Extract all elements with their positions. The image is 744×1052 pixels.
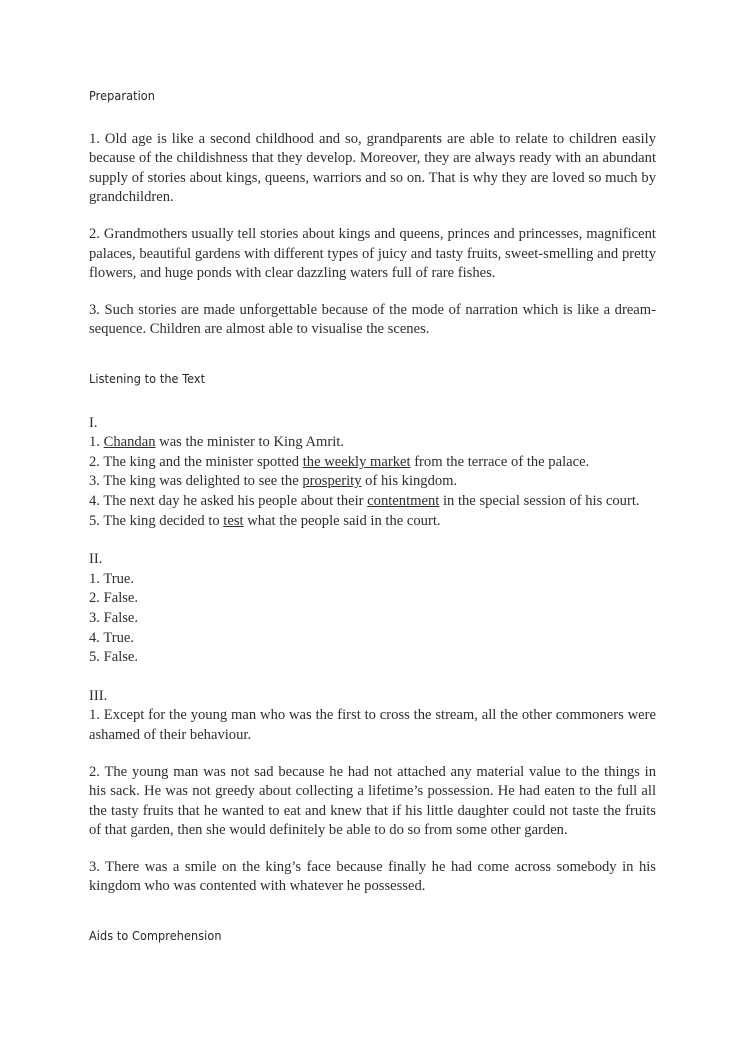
answer-text-before: The king was delighted to see the <box>99 473 303 490</box>
heading-aids-to-comprehension: Aids to Comprehension <box>89 928 222 944</box>
answer-underlined-term: test <box>223 512 244 529</box>
answer-text-after: in the special session of his court. <box>439 492 640 509</box>
answer-number: 1. <box>89 434 100 451</box>
heading-listening-to-the-text: Listening to the Text <box>89 370 206 386</box>
preparation-paragraph-2: 2. Grandmothers usually tell stories about kings and queens, princes and princesses, magnificent palaces, beautiful gardens with different types of juicy and tasty fruits, sweet-smelling and pretty flowers, and huge ponds with clear dazzling waters full of rare fishes. <box>89 226 656 282</box>
part-label-three: III. <box>89 687 108 704</box>
document-content <box>89 88 656 944</box>
answer-underlined-term: prosperity <box>302 473 362 490</box>
part-three-paragraph-2: 2. The young man was not sad because he had not attached any material value to the things in his sack. He was not greedy about collecting a lifetime’s possession. He had eaten to the full all the tasty fruits that he wanted to eat and knew that if his little daughter could not taste the fruits of that garden, then she would definitely be able to do so from some other garden. <box>89 763 656 839</box>
answer-item <box>89 472 656 492</box>
part-label-two: II. <box>89 551 103 568</box>
part-label-one: I. <box>89 414 98 431</box>
part-three-paragraph-3: 3. There was a smile on the king’s face because finally he had come across somebody in his kingdom who was contented with whatever he possessed. <box>89 858 656 895</box>
answer-item: 5. False. <box>89 649 139 666</box>
preparation-paragraph-1: 1. Old age is like a second childhood and so, grandparents are able to relate to children easily because of the childishness that they develop. Moreover, they are always ready with an abundant supply of stories about kings, queens, warriors and so on. That is why they are loved so much by grandchildren. <box>89 130 656 206</box>
answer-block-three <box>89 687 656 897</box>
answer-underlined-term: contentment <box>367 492 440 509</box>
answer-item: 3. False. <box>89 609 139 626</box>
answer-text-before: The king and the minister spotted <box>99 453 303 470</box>
answer-block-one <box>89 414 656 532</box>
answer-text-after: what the people said in the court. <box>243 512 441 529</box>
preparation-paragraph-3: 3. Such stories are made unforgettable because of the mode of narration which is like a dream-sequence. Children are almost able to visualise the scenes. <box>89 301 656 338</box>
answer-item: 2. False. <box>89 590 139 607</box>
answer-underlined-term: the weekly market <box>302 453 411 470</box>
answer-text-after: was the minister to King Amrit. <box>155 434 344 451</box>
answer-item: 4. True. <box>89 629 135 646</box>
answer-item <box>89 433 656 453</box>
answer-item: 1. True. <box>89 570 135 587</box>
answer-item <box>89 512 656 532</box>
answer-number: 5. <box>89 512 100 529</box>
answer-block-two <box>89 550 656 668</box>
answer-item <box>89 492 656 512</box>
answer-number: 3. <box>89 473 100 490</box>
answer-number: 2. <box>89 453 100 470</box>
answer-text-before: The next day he asked his people about their <box>99 492 368 509</box>
answer-text-after: from the terrace of the palace. <box>410 453 590 470</box>
answer-text-before: The king decided to <box>99 512 224 529</box>
heading-preparation: Preparation <box>89 88 156 103</box>
answer-number: 4. <box>89 492 100 509</box>
part-three-paragraph-1: 1. Except for the young man who was the first to cross the stream, all the other commoners were ashamed of their behaviour. <box>89 707 656 743</box>
answer-underlined-term: Chandan <box>103 434 156 451</box>
answer-item <box>89 453 656 473</box>
answer-text-after: of his kingdom. <box>361 473 458 490</box>
